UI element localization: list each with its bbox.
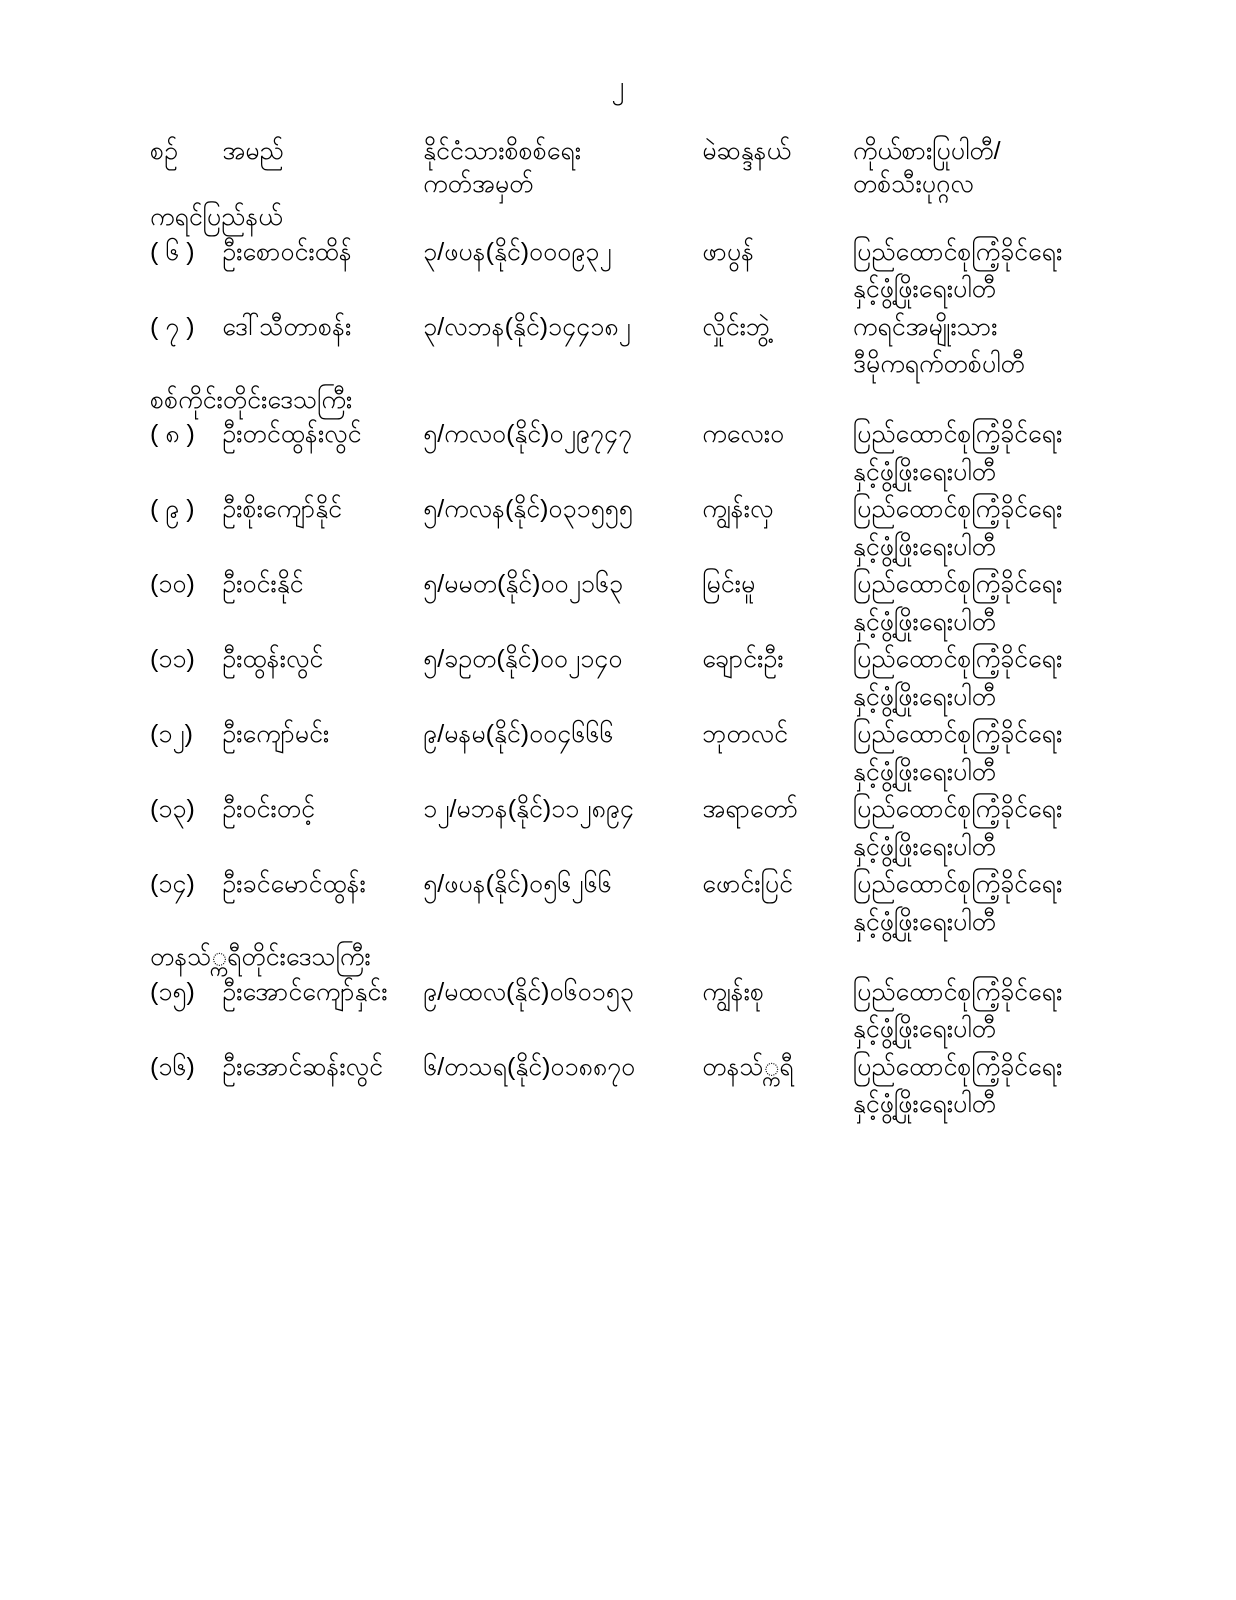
candidate-number: (၁၁) (150, 645, 195, 674)
section-title: ကရင်ပြည်နယ် (150, 203, 283, 232)
candidate-constituency: တနသ်္ကရီ (702, 1052, 794, 1081)
candidate-nrc: ၉/မနမ(နိုင်)၀၀၄၆၆၆ (423, 720, 614, 749)
candidate-number: ( ၆ ) (150, 237, 195, 266)
candidate-nrc: ၅/ခဥတ(နိုင်)၀၀၂၁၄၀ (423, 645, 623, 674)
candidate-party-line2: နှင့်ဖွံ့ဖြိုးရေးပါတီ (852, 907, 996, 936)
column-header-party (853, 135, 1116, 201)
candidate-name: ဦးထွန်းလွင် (222, 645, 324, 674)
candidate-name: ဦးဝင်းနိုင် (222, 570, 304, 599)
candidate-nrc: ၃/လဘန(နိုင်)၁၄၄၁၈၂ (423, 312, 631, 341)
candidate-party-line1: ပြည်ထောင်စုကြံ့ခိုင်ရေး (852, 1052, 1063, 1081)
candidate-nrc: ၉/မထလ(နိုင်)၀၆၀၁၅၃ (423, 977, 634, 1006)
candidate-party-line2: နှင့်ဖွံ့ဖြိုးရေးပါတီ (852, 275, 996, 304)
table-row (150, 566, 1116, 641)
section-title: စစ်ကိုင်းတိုင်းဒေသကြီး (150, 385, 353, 414)
table-row (150, 791, 1116, 866)
candidate-party-line1: ပြည်ထောင်စုကြံ့ခိုင်ရေး (852, 977, 1063, 1006)
candidate-nrc: ၅/ကလန(နိုင်)၀၃၁၅၅၅ (423, 495, 633, 524)
column-header-nrc (423, 135, 702, 201)
candidate-number: (၁၀) (150, 570, 195, 599)
table-row (150, 974, 1116, 1049)
candidate-number: ( ၈ ) (150, 420, 195, 449)
candidate-party-line2: နှင့်ဖွံ့ဖြိုးရေးပါတီ (852, 457, 996, 486)
candidate-name: ဦးစောဝင်းထိန် (222, 237, 352, 266)
candidate-party (853, 309, 1116, 384)
candidate-party (853, 641, 1116, 716)
candidate-party (853, 716, 1116, 791)
column-header-no: စဥ် (150, 137, 178, 166)
candidate-nrc: ၆/တသရ(နိုင်)၀၁၈၈၇၀ (423, 1052, 636, 1081)
candidate-constituency: ဘုတလင် (702, 720, 788, 749)
table-row (150, 716, 1116, 791)
candidate-party (853, 866, 1116, 941)
candidate-constituency: ကျွန်းလှ (702, 495, 774, 524)
candidate-party (853, 1049, 1116, 1124)
candidate-nrc: ၅/ကလဝ(နိုင်)၀၂၉၇၄၇ (423, 420, 633, 449)
candidate-party-line1: ပြည်ထောင်စုကြံ့ခိုင်ရေး (852, 237, 1063, 266)
column-header-name: အမည် (222, 137, 284, 166)
table-row (150, 866, 1116, 941)
candidate-constituency: ကလေးဝ (702, 420, 785, 449)
candidate-party-line2: နှင့်ဖွံ့ဖြိုးရေးပါတီ (852, 1015, 996, 1044)
candidate-number: (၁၄) (150, 870, 195, 899)
candidate-nrc: ၅/မမတ(နိုင်)၀၀၂၁၆၃ (423, 570, 624, 599)
candidate-constituency: ချောင်းဦး (702, 645, 784, 674)
candidate-constituency: ကျွန်းစု (702, 977, 765, 1006)
table-header-row (150, 135, 1116, 201)
candidate-constituency: အရာတော် (702, 795, 799, 824)
candidate-party-line1: ပြည်ထောင်စုကြံ့ခိုင်ရေး (852, 870, 1063, 899)
candidate-nrc: ၃/ဖပန(နိုင်)၀၀၀၉၃၂ (423, 237, 612, 266)
candidate-party-line1: ကရင်အမျိုးသား (852, 312, 998, 341)
candidate-name: ဦးစိုးကျော်နိုင် (222, 495, 342, 524)
table-row (150, 1049, 1116, 1124)
candidate-party-line1: ပြည်ထောင်စုကြံ့ခိုင်ရေး (852, 420, 1063, 449)
candidate-party-line1: ပြည်ထောင်စုကြံ့ခိုင်ရေး (852, 570, 1063, 599)
candidate-party-line2: နှင့်ဖွံ့ဖြိုးရေးပါတီ (852, 757, 996, 786)
candidate-party-line2: နှင့်ဖွံ့ဖြိုးရေးပါတီ (852, 1090, 996, 1119)
section-title: တနသ်္ကရီတိုင်းဒေသကြီး (150, 943, 371, 972)
candidate-nrc: ၁၂/မဘန(နိုင်)၁၁၂၈၉၄ (423, 795, 634, 824)
candidate-party (853, 416, 1116, 491)
table-row (150, 309, 1116, 384)
candidate-number: ( ၉ ) (150, 495, 195, 524)
candidate-number: (၁၃) (150, 795, 195, 824)
candidate-party-line2: ဒီမိုကရက်တစ်ပါတီ (852, 350, 1025, 379)
candidate-name: ဦးကျော်မင်း (222, 720, 330, 749)
candidate-party (853, 974, 1116, 1049)
column-header-nrc-line1: နိုင်ငံသားစိစစ်ရေး (423, 137, 582, 166)
table-row (150, 416, 1116, 491)
candidate-party-line2: နှင့်ဖွံ့ဖြိုးရေးပါတီ (852, 832, 996, 861)
candidate-party (853, 791, 1116, 866)
candidate-party (853, 234, 1116, 309)
section-title-row (150, 941, 1116, 974)
candidate-number: (၁၂) (150, 720, 193, 749)
table-row (150, 491, 1116, 566)
candidate-number: (၁၅) (150, 977, 195, 1006)
page-number: ၂ (611, 70, 625, 100)
candidate-party-line1: ပြည်ထောင်စုကြံ့ခိုင်ရေး (852, 720, 1063, 749)
candidate-name: ဦးအောင်ဆန်းလွင် (222, 1052, 383, 1081)
candidate-number: ( ၇ ) (150, 312, 195, 341)
candidate-party-line2: နှင့်ဖွံ့ဖြိုးရေးပါတီ (852, 532, 996, 561)
candidate-party-line1: ပြည်ထောင်စုကြံ့ခိုင်ရေး (852, 645, 1063, 674)
candidate-party-line2: နှင့်ဖွံ့ဖြိုးရေးပါတီ (852, 607, 996, 636)
candidate-name: ဦးဝင်းတင့် (222, 795, 315, 824)
candidate-name: ဦးအောင်ကျော်နှင်း (222, 977, 388, 1006)
column-header-party-line2: တစ်သီးပုဂ္ဂလ (852, 170, 974, 199)
table-row (150, 641, 1116, 716)
candidate-name: ဦးတင်ထွန်းလွင် (222, 420, 362, 449)
candidate-name: ဦးခင်မောင်ထွန်း (222, 870, 366, 899)
candidate-party-line1: ပြည်ထောင်စုကြံ့ခိုင်ရေး (852, 795, 1063, 824)
section-title-row (150, 384, 1116, 417)
column-header-constituency: မဲဆန္ဒနယ် (702, 137, 791, 166)
table-row (150, 234, 1116, 309)
candidate-party (853, 491, 1116, 566)
candidate-party-line1: ပြည်ထောင်စုကြံ့ခိုင်ရေး (852, 495, 1063, 524)
candidate-constituency: လှိုင်းဘွဲ့ (702, 312, 770, 341)
candidate-number: (၁၆) (150, 1052, 195, 1081)
candidate-nrc: ၅/ဖပန(နိုင်)၀၅၆၂၆၆ (423, 870, 612, 899)
candidate-table (150, 135, 1116, 1124)
column-header-party-line1: ကိုယ်စားပြုပါတီ/ (852, 137, 1001, 166)
candidate-party-line2: နှင့်ဖွံ့ဖြိုးရေးပါတီ (852, 682, 996, 711)
candidate-name: ဒေါ်သီတာစန်း (222, 312, 352, 341)
candidate-constituency: မြင်းမူ (702, 570, 756, 599)
section-title-row (150, 201, 1116, 234)
candidate-constituency: ဖောင်းပြင် (702, 870, 793, 899)
column-header-nrc-line2: ကတ်အမှတ် (423, 170, 534, 199)
candidate-constituency: ဖာပွန် (702, 237, 755, 266)
candidate-party (853, 566, 1116, 641)
